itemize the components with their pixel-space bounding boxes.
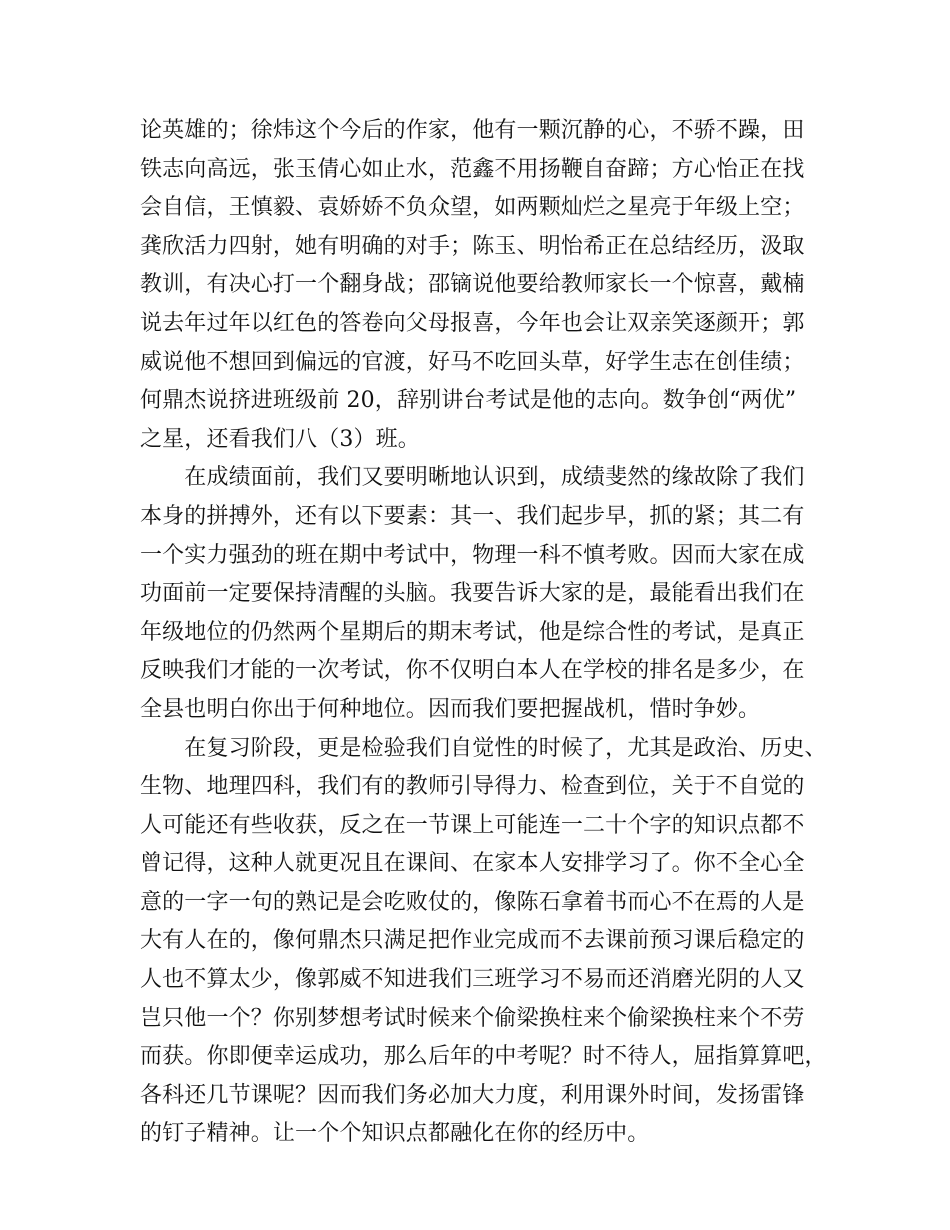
text-line: 反映我们才能的一次考试，你不仅明白本人在学校的排名是多少，在 [140, 658, 805, 684]
text-line: 曾记得，这种人就更况且在课间、在家本人安排学习了。你不全心全 [140, 851, 805, 877]
text-line: 各科还几节课呢？因而我们务必加大力度，利用课外时间，发扬雷锋 [140, 1082, 805, 1108]
text-line: 之星，还看我们八（3）班。 [140, 426, 420, 452]
text-line: 何鼎杰说挤进班级前 20，辞别讲台考试是他的志向。数争创“两优” [140, 388, 797, 414]
text-line: 大有人在的，像何鼎杰只满足把作业完成而不去课前预习课后稳定的 [140, 928, 805, 954]
text-line: 而获。你即便幸运成功，那么后年的中考呢？时不待人，屈指算算吧， [140, 1044, 827, 1070]
paragraph-start-line: 在成绩面前，我们又要明晰地认识到，成绩斐然的缘故除了我们 [140, 465, 805, 491]
text-line: 本身的拼搏外，还有以下要素：其一、我们起步早，抓的紧；其二有 [140, 503, 805, 529]
document-body [140, 112, 827, 1154]
text-line: 年级地位的仍然两个星期后的期末考试，他是综合性的考试，是真正 [140, 619, 805, 645]
text-line: 说去年过年以红色的答卷向父母报喜，今年也会让双亲笑逐颜开；郭 [140, 310, 805, 336]
text-line: 教训，有决心打一个翻身战；邵镝说他要给教师家长一个惊喜，戴楠 [140, 272, 805, 298]
text-line: 生物、地理四科，我们有的教师引导得力、检查到位，关于不自觉的 [140, 774, 805, 800]
text-line: 威说他不想回到偏远的官渡，好马不吃回头草，好学生志在创佳绩； [140, 349, 805, 375]
text-line: 的钉子精神。让一个个知识点都融化在你的经历中。 [140, 1121, 650, 1147]
text-line: 一个实力强劲的班在期中考试中，物理一科不慎考败。因而大家在成 [140, 542, 805, 568]
text-line: 论英雄的；徐炜这个今后的作家，他有一颗沉静的心，不骄不躁，田 [140, 118, 805, 143]
text-line: 人可能还有些收获，反之在一节课上可能连一二十个字的知识点都不 [140, 812, 805, 838]
text-line: 功面前一定要保持清醒的头脑。我要告诉大家的是，最能看出我们在 [140, 581, 805, 607]
text-line: 龚欣活力四射，她有明确的对手；陈玉、明怡希正在总结经历，汲取 [140, 233, 805, 259]
text-line: 意的一字一句的熟记是会吃败仗的，像陈石拿着书而心不在焉的人是 [140, 889, 805, 915]
text-line: 铁志向高远，张玉倩心如止水，范鑫不用扬鞭自奋蹄；方心怡正在找 [140, 156, 805, 182]
text-line: 岂只他一个？你别梦想考试时候来个偷梁换柱来个偷梁换柱来个不劳 [140, 1005, 805, 1031]
text-line: 全县也明白你出于何种地位。因而我们要把握战机，惜时争妙。 [140, 696, 761, 722]
text-line: 人也不算太少，像郭威不知进我们三班学习不易而还消磨光阴的人又 [140, 967, 805, 993]
paragraph-start-line: 在复习阶段，更是检验我们自觉性的时候了，尤其是政治、历史、 [140, 735, 827, 761]
text-line: 会自信，王慎毅、袁娇娇不负众望，如两颗灿烂之星亮于年级上空； [140, 195, 805, 221]
